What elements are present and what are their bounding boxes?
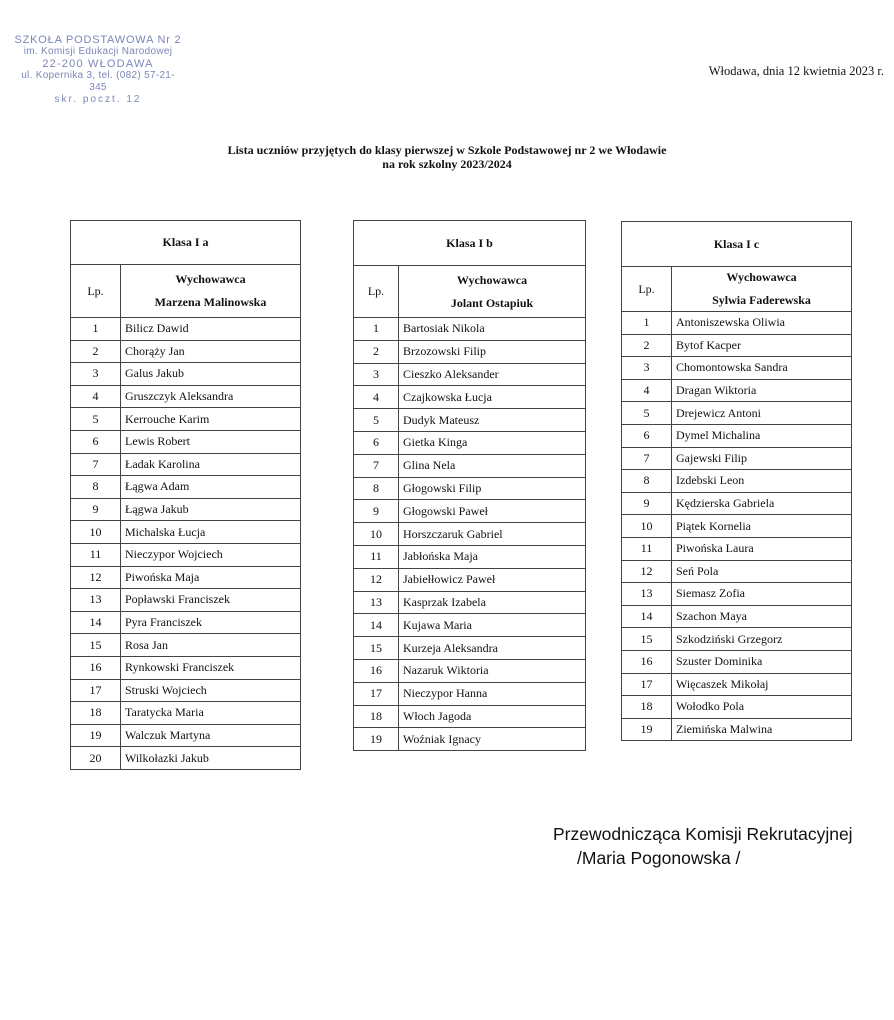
table-row — [622, 583, 852, 606]
lp-header: Lp. — [622, 267, 672, 312]
student-number: 9 — [71, 498, 121, 521]
stamp-line-5: skr. poczt. 12 — [54, 94, 142, 105]
student-name: Bytof Kacper — [672, 334, 852, 357]
student-number: 5 — [71, 408, 121, 431]
class-name: Klasa I a — [71, 221, 301, 265]
student-number: 1 — [354, 318, 399, 341]
table-row — [71, 702, 301, 725]
student-number: 12 — [71, 566, 121, 589]
table-row — [354, 659, 586, 682]
student-number: 4 — [354, 386, 399, 409]
teacher-label: Wychowawca — [726, 270, 797, 284]
student-name: Bilicz Dawid — [121, 318, 301, 341]
student-name: Bartosiak Nikola — [399, 318, 586, 341]
table-row — [71, 656, 301, 679]
document-title — [0, 143, 894, 171]
student-name: Ziemińska Malwina — [672, 718, 852, 741]
student-number: 16 — [622, 650, 672, 673]
stamp-line-4: ul. Kopernika 3, tel. (082) 57-21-345 — [21, 70, 175, 93]
student-number: 11 — [71, 543, 121, 566]
table-row — [71, 611, 301, 634]
class-name: Klasa I c — [622, 222, 852, 267]
student-number: 14 — [622, 605, 672, 628]
table-row — [354, 705, 586, 728]
student-name: Rosa Jan — [121, 634, 301, 657]
student-number: 17 — [71, 679, 121, 702]
table-row — [622, 673, 852, 696]
table-row — [354, 614, 586, 637]
student-name: Drejewicz Antoni — [672, 402, 852, 425]
student-name: Kerrouche Karim — [121, 408, 301, 431]
table-row — [354, 318, 586, 341]
student-number: 19 — [71, 724, 121, 747]
student-name: Łągwa Adam — [121, 476, 301, 499]
table-row — [71, 498, 301, 521]
table-row — [622, 447, 852, 470]
place-and-date: Włodawa, dnia 12 kwietnia 2023 r. — [708, 64, 884, 78]
table-row — [622, 402, 852, 425]
student-name: Nieczypor Hanna — [399, 682, 586, 705]
student-number: 3 — [354, 363, 399, 386]
table-row — [622, 605, 852, 628]
student-number: 6 — [71, 430, 121, 453]
student-name: Nazaruk Wiktoria — [399, 659, 586, 682]
table-row — [354, 728, 586, 751]
student-name: Wołodko Pola — [672, 696, 852, 719]
student-name: Głogowski Paweł — [399, 500, 586, 523]
table-row — [354, 568, 586, 591]
title-line-1: Lista uczniów przyjętych do klasy pierwszej w Szkole Podstawowej nr 2 we Włodawie — [227, 143, 667, 157]
student-name: Piwońska Laura — [672, 537, 852, 560]
table-row — [622, 537, 852, 560]
student-name: Kujawa Maria — [399, 614, 586, 637]
student-number: 12 — [354, 568, 399, 591]
student-name: Popławski Franciszek — [121, 589, 301, 612]
table-row — [71, 679, 301, 702]
school-stamp — [14, 34, 182, 106]
table-row — [622, 334, 852, 357]
student-number: 8 — [71, 476, 121, 499]
student-number: 9 — [622, 492, 672, 515]
student-name: Kasprzak Izabela — [399, 591, 586, 614]
student-name: Walczuk Martyna — [121, 724, 301, 747]
student-name: Dragan Wiktoria — [672, 379, 852, 402]
student-name: Jabłońska Maja — [399, 545, 586, 568]
student-number: 20 — [71, 747, 121, 770]
student-number: 8 — [622, 470, 672, 493]
table-row — [354, 431, 586, 454]
student-name: Gajewski Filip — [672, 447, 852, 470]
table-row — [622, 492, 852, 515]
student-name: Gruszczyk Aleksandra — [121, 385, 301, 408]
class-table-1c — [621, 221, 852, 741]
student-name: Izdebski Leon — [672, 470, 852, 493]
table-row — [71, 521, 301, 544]
student-name: Nieczypor Wojciech — [121, 543, 301, 566]
student-name: Taratycka Maria — [121, 702, 301, 725]
student-name: Dymel Michalina — [672, 424, 852, 447]
student-number: 8 — [354, 477, 399, 500]
table-row — [354, 591, 586, 614]
student-name: Kędzierska Gabriela — [672, 492, 852, 515]
table-row — [354, 523, 586, 546]
table-row — [354, 454, 586, 477]
table-row — [354, 682, 586, 705]
student-number: 1 — [71, 318, 121, 341]
table-row — [622, 515, 852, 538]
student-number: 5 — [622, 402, 672, 425]
table-row — [622, 357, 852, 380]
teacher-header — [399, 266, 586, 318]
student-name: Łągwa Jakub — [121, 498, 301, 521]
table-row — [71, 363, 301, 386]
student-number: 13 — [354, 591, 399, 614]
lp-header: Lp. — [354, 266, 399, 318]
student-number: 4 — [71, 385, 121, 408]
table-row — [354, 363, 586, 386]
table-row — [622, 628, 852, 651]
teacher-label: Wychowawca — [175, 272, 246, 286]
table-row — [354, 545, 586, 568]
student-name: Pyra Franciszek — [121, 611, 301, 634]
table-row — [71, 430, 301, 453]
table-row — [71, 724, 301, 747]
table-row — [354, 386, 586, 409]
student-name: Siemasz Zofia — [672, 583, 852, 606]
teacher-label: Wychowawca — [456, 272, 528, 287]
teacher-header — [121, 265, 301, 318]
table-row — [622, 424, 852, 447]
table-row — [354, 409, 586, 432]
signature-block — [553, 822, 853, 870]
title-line-2: na rok szkolny 2023/2024 — [382, 157, 512, 171]
table-row — [622, 312, 852, 335]
table-row — [354, 340, 586, 363]
class-name: Klasa I b — [354, 221, 586, 266]
student-number: 10 — [354, 523, 399, 546]
student-name: Więcaszek Mikołaj — [672, 673, 852, 696]
student-number: 1 — [622, 312, 672, 335]
student-name: Chomontowska Sandra — [672, 357, 852, 380]
table-row — [622, 470, 852, 493]
table-row — [71, 385, 301, 408]
student-number: 5 — [354, 409, 399, 432]
student-name: Lewis Robert — [121, 430, 301, 453]
student-number: 18 — [354, 705, 399, 728]
student-number: 17 — [354, 682, 399, 705]
table-row — [71, 747, 301, 770]
student-number: 14 — [354, 614, 399, 637]
stamp-line-1: SZKOŁA PODSTAWOWA Nr 2 — [14, 34, 182, 46]
lp-header: Lp. — [71, 265, 121, 318]
student-number: 18 — [622, 696, 672, 719]
student-name: Glina Nela — [399, 454, 586, 477]
signature-title: Przewodnicząca Komisji Rekrutacyjnej — [553, 824, 853, 844]
student-number: 16 — [71, 656, 121, 679]
table-row — [622, 696, 852, 719]
student-number: 7 — [71, 453, 121, 476]
student-name: Gietka Kinga — [399, 431, 586, 454]
student-number: 15 — [354, 637, 399, 660]
table-row — [71, 476, 301, 499]
table-row — [354, 500, 586, 523]
teacher-name: Sylwia Faderewska — [712, 293, 811, 307]
class-table-1a — [70, 220, 301, 770]
table-row — [71, 408, 301, 431]
table-row — [71, 566, 301, 589]
student-number: 11 — [622, 537, 672, 560]
student-number: 14 — [71, 611, 121, 634]
student-name: Woźniak Ignacy — [399, 728, 586, 751]
stamp-line-3: 22-200 WŁODAWA — [42, 58, 154, 70]
student-name: Piątek Kornelia — [672, 515, 852, 538]
student-name: Włoch Jagoda — [399, 705, 586, 728]
table-row — [622, 379, 852, 402]
student-name: Czajkowska Łucja — [399, 386, 586, 409]
student-number: 7 — [354, 454, 399, 477]
student-name: Michalska Łucja — [121, 521, 301, 544]
student-number: 12 — [622, 560, 672, 583]
student-number: 15 — [622, 628, 672, 651]
signature-name: /Maria Pogonowska / — [577, 848, 741, 868]
student-name: Wilkołazki Jakub — [121, 747, 301, 770]
table-row — [71, 318, 301, 341]
student-number: 2 — [354, 340, 399, 363]
table-row — [71, 340, 301, 363]
student-name: Struski Wojciech — [121, 679, 301, 702]
student-number: 15 — [71, 634, 121, 657]
student-number: 13 — [71, 589, 121, 612]
student-number: 9 — [354, 500, 399, 523]
teacher-header — [672, 267, 852, 312]
student-name: Szachon Maya — [672, 605, 852, 628]
student-name: Chorąży Jan — [121, 340, 301, 363]
table-row — [71, 589, 301, 612]
student-number: 19 — [622, 718, 672, 741]
table-row — [71, 453, 301, 476]
student-name: Rynkowski Franciszek — [121, 656, 301, 679]
student-number: 7 — [622, 447, 672, 470]
student-number: 2 — [71, 340, 121, 363]
student-number: 18 — [71, 702, 121, 725]
table-row — [354, 637, 586, 660]
student-number: 10 — [622, 515, 672, 538]
student-name: Horszczaruk Gabriel — [399, 523, 586, 546]
table-row — [354, 477, 586, 500]
student-number: 16 — [354, 659, 399, 682]
table-row — [71, 543, 301, 566]
student-name: Antoniszewska Oliwia — [672, 312, 852, 335]
student-number: 11 — [354, 545, 399, 568]
student-name: Kurzeja Aleksandra — [399, 637, 586, 660]
student-number: 17 — [622, 673, 672, 696]
student-name: Brzozowski Filip — [399, 340, 586, 363]
student-number: 6 — [622, 424, 672, 447]
student-number: 2 — [622, 334, 672, 357]
student-number: 13 — [622, 583, 672, 606]
class-table-1b — [353, 220, 586, 751]
student-name: Jabiełłowicz Paweł — [399, 568, 586, 591]
table-row — [622, 560, 852, 583]
student-name: Dudyk Mateusz — [399, 409, 586, 432]
table-row — [622, 650, 852, 673]
student-name: Ładak Karolina — [121, 453, 301, 476]
teacher-name: Marzena Malinowska — [154, 295, 267, 309]
table-row — [622, 718, 852, 741]
student-name: Głogowski Filip — [399, 477, 586, 500]
student-name: Seń Pola — [672, 560, 852, 583]
student-number: 6 — [354, 431, 399, 454]
teacher-name: Jolant Ostapiuk — [450, 295, 534, 310]
student-number: 3 — [71, 363, 121, 386]
student-number: 10 — [71, 521, 121, 544]
student-number: 19 — [354, 728, 399, 751]
stamp-line-2: im. Komisji Edukacji Narodowej — [23, 46, 173, 57]
student-name: Piwońska Maja — [121, 566, 301, 589]
student-number: 3 — [622, 357, 672, 380]
student-number: 4 — [622, 379, 672, 402]
table-row — [71, 634, 301, 657]
student-name: Szkodziński Grzegorz — [672, 628, 852, 651]
student-name: Szuster Dominika — [672, 650, 852, 673]
student-name: Galus Jakub — [121, 363, 301, 386]
student-name: Cieszko Aleksander — [399, 363, 586, 386]
